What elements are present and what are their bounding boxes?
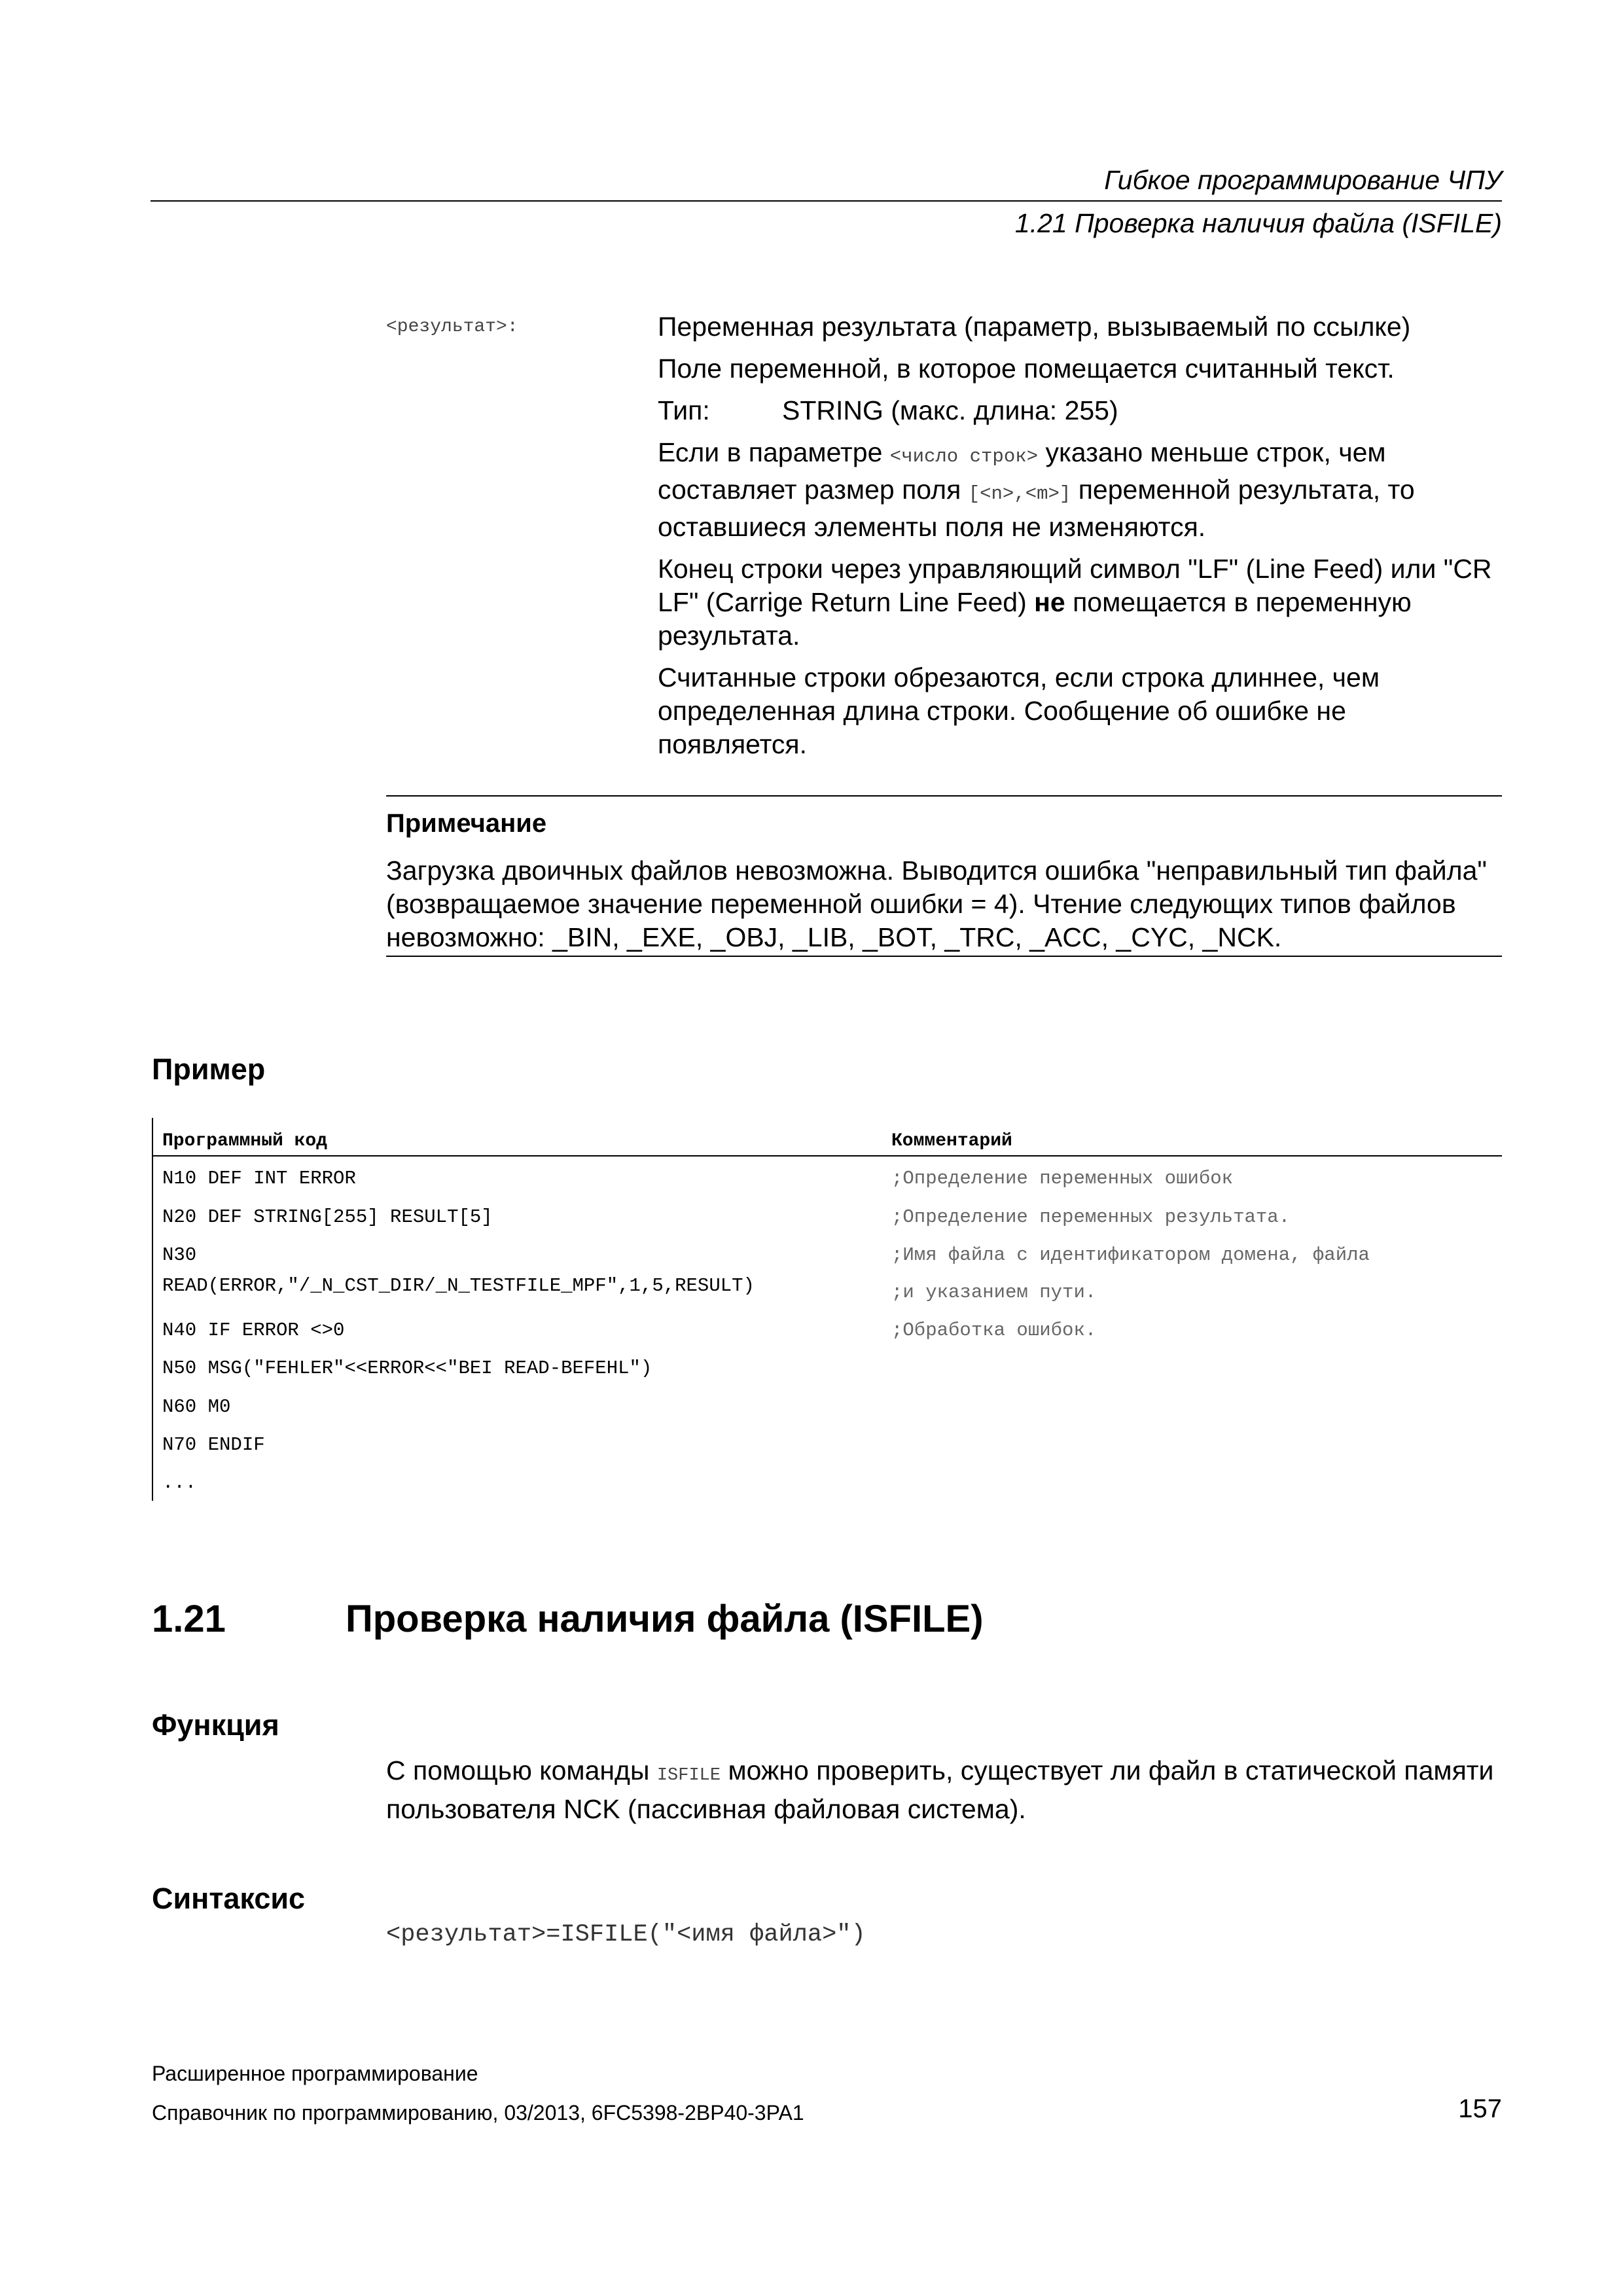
para4-bold: не [1034, 587, 1065, 617]
code-comment: ;Имя файла с идентификатором домена, файла [891, 1244, 1370, 1266]
function-code: ISFILE [656, 1766, 721, 1785]
type-value: STRING (макс. длина: 255) [782, 395, 1118, 425]
parameter-description [658, 310, 1502, 770]
footer-manual-info: Справочник по программированию, 03/2013, 6FC5398-2BP40-3PA1 [152, 2101, 804, 2125]
code-comment: ;Определение переменных ошибок [891, 1168, 1234, 1189]
section-title: Проверка наличия файла (ISFILE) [346, 1598, 984, 1640]
function-text [386, 1754, 1502, 1826]
para4-text-b: помещается в переменную результата. [658, 587, 1412, 651]
param-type-row [658, 394, 1502, 427]
code-line: N30 [162, 1244, 197, 1266]
parameter-name: <результат>: [386, 317, 518, 337]
syntax-code: <результат>=ISFILE("<имя файла>") [386, 1921, 866, 1948]
para3-text-a: Если в параметре [658, 437, 890, 467]
para3-text-b: указано меньше строк, чем составляет размер поля [658, 437, 1386, 505]
param-line-2: Поле переменной, в которое помещается считанный текст. [658, 353, 1395, 384]
code-comment: ;и указанием пути. [891, 1282, 1097, 1303]
header-rule [151, 200, 1502, 202]
code-line: N50 MSG("FEHLER"<<ERROR<<"BEI READ-BEFEHL") [162, 1357, 652, 1379]
code-line: N70 ENDIF [162, 1434, 265, 1456]
para4-text-a: Конец строки через управляющий символ "LF" (Line Feed) или "CR LF" (Carrige Return Line Feed) [658, 554, 1492, 617]
function-text-a: С помощью команды [386, 1755, 657, 1785]
code-comment: ;Обработка ошибок. [891, 1319, 1097, 1341]
code-line: N10 DEF INT ERROR [162, 1168, 356, 1189]
note-bottom-rule [386, 956, 1502, 957]
code-line: N60 M0 [162, 1396, 231, 1418]
code-line: N40 IF ERROR <>0 [162, 1319, 345, 1341]
running-header-section: 1.21 Проверка наличия файла (ISFILE) [1014, 208, 1502, 238]
code-line: ... [162, 1472, 197, 1494]
para3-code-lines: <число строк> [889, 446, 1039, 467]
param-para-4 [658, 552, 1502, 653]
running-header-title: Гибкое программирование ЧПУ [1104, 165, 1502, 195]
code-line: N20 DEF STRING[255] RESULT[5] [162, 1206, 493, 1228]
code-column-header: Программный код [162, 1131, 328, 1151]
example-heading: Пример [152, 1052, 266, 1086]
code-comment: ;Определение переменных результата. [891, 1206, 1291, 1228]
param-para-5: Считанные строки обрезаются, если строка длиннее, чем определенная длина строки. Сообщение об ошибке не появляется. [658, 662, 1380, 759]
type-label: Тип: [658, 395, 710, 425]
page-number: 157 [1458, 2094, 1502, 2123]
note-title: Примечание [386, 809, 547, 838]
para3-code-field: [<n>,<m>] [968, 483, 1071, 505]
code-header-rule [153, 1155, 1502, 1157]
param-line-1: Переменная результата (параметр, вызываемый по ссылке) [658, 312, 1411, 342]
note-top-rule [386, 795, 1502, 797]
param-para-3 [658, 436, 1502, 544]
footer-book-title: Расширенное программирование [152, 2062, 478, 2085]
code-line: READ(ERROR,"/_N_CST_DIR/_N_TESTFILE_MPF",1,5,RESULT) [162, 1275, 755, 1297]
function-text-b: можно проверить, существует ли файл в статической памяти пользователя NCK (пассивная файловая система). [386, 1755, 1494, 1824]
note-text: Загрузка двоичных файлов невозможна. Выводится ошибка "неправильный тип файла" (возвращаемое значение переменной ошибки = 4). Чтение следующих типов файлов невозможно: _BIN, _EXE, _OBJ, _LIB, _BOT, _TRC, _ACC, _CYC, _NCK. [386, 855, 1487, 952]
function-heading: Функция [152, 1708, 279, 1742]
comment-column-header: Комментарий [891, 1131, 1012, 1151]
section-number: 1.21 [152, 1598, 226, 1640]
para3-text-c: переменной результата, то оставшиеся элементы поля не изменяются. [658, 475, 1415, 542]
syntax-heading: Синтаксис [152, 1882, 306, 1915]
